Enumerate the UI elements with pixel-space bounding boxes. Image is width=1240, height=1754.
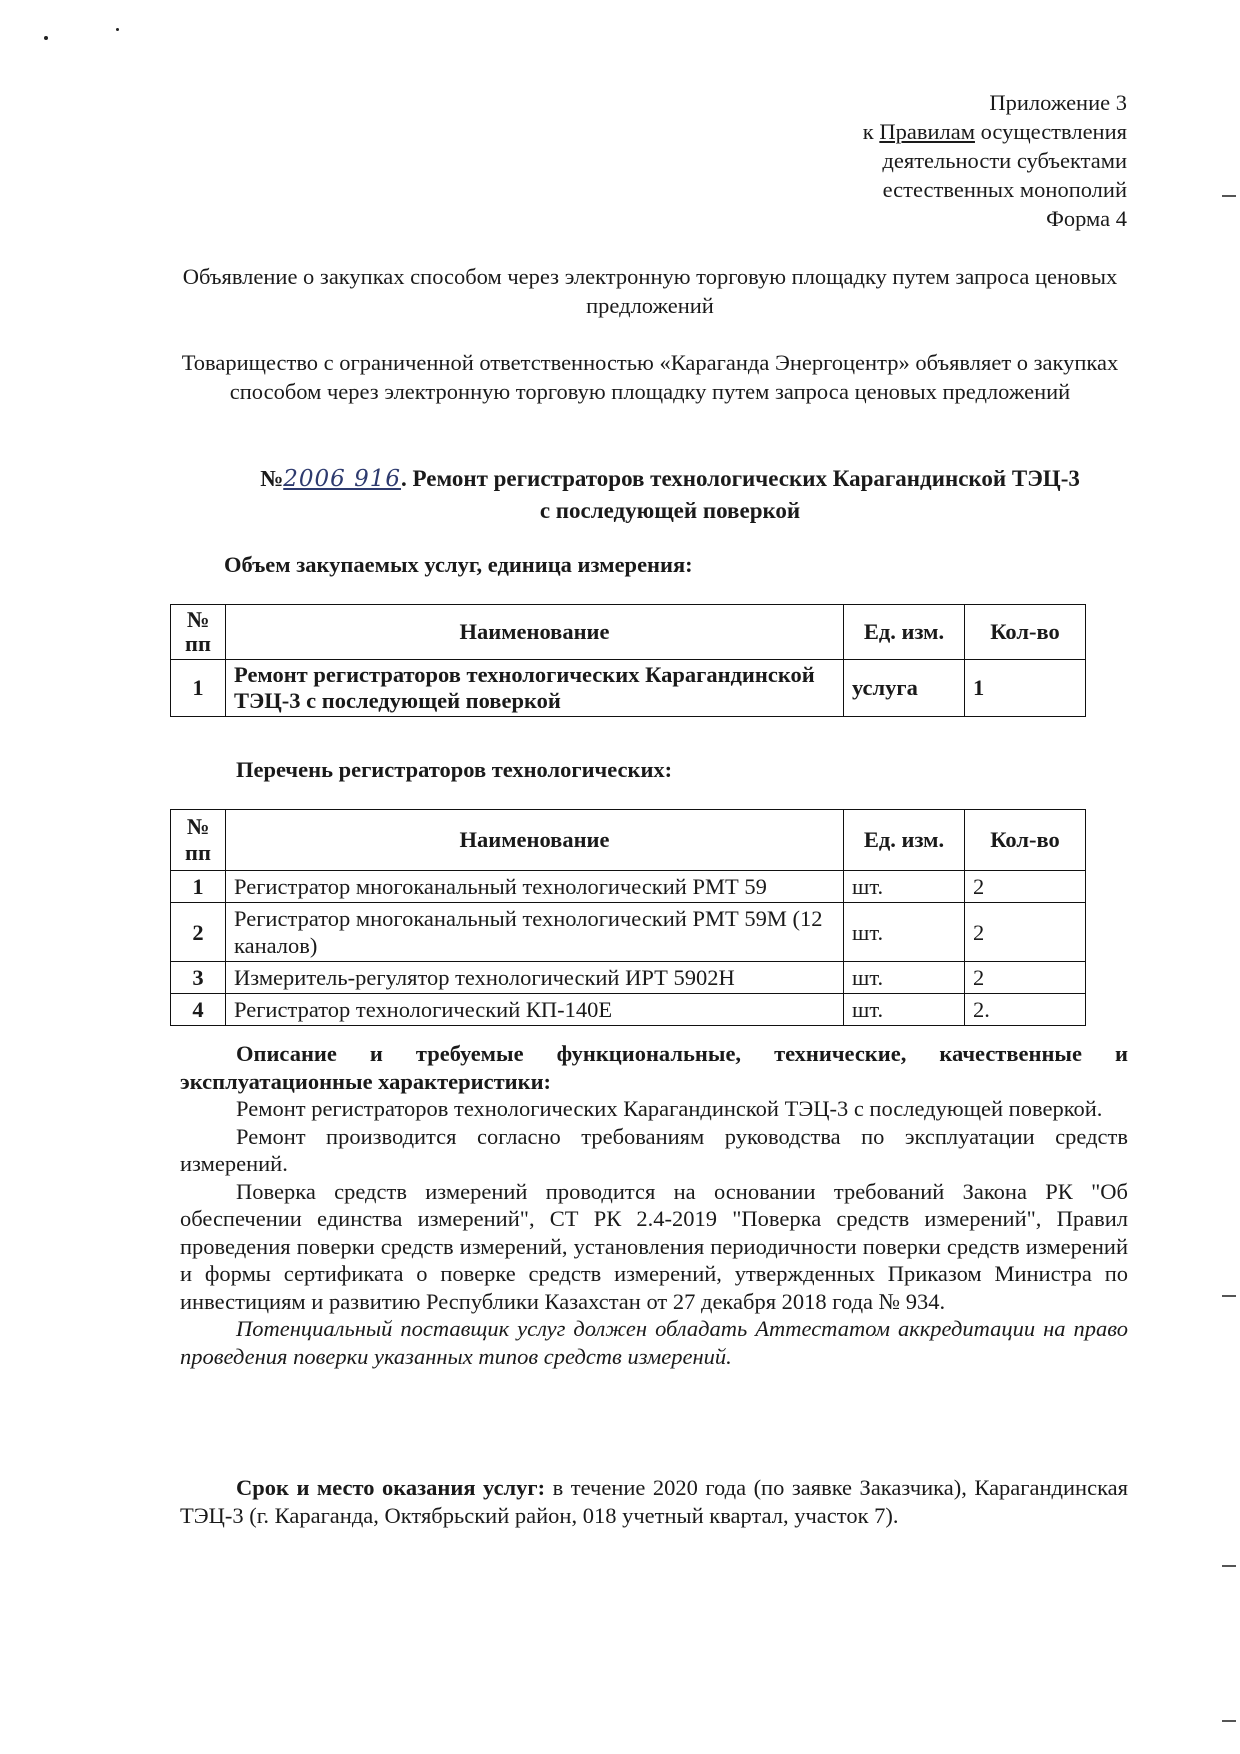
- appendix-rules-line: [863, 117, 1127, 146]
- table-row: [171, 660, 1086, 717]
- cell-name: Регистратор многоканальный технологический РМТ 59М (12 каналов): [226, 903, 844, 962]
- cell-name: Регистратор технологический КП-140Е: [226, 994, 844, 1026]
- lot-title-text: . Ремонт регистраторов технологических Карагандинской ТЭЦ-3: [401, 466, 1080, 491]
- cell-qty: 2: [965, 962, 1086, 994]
- scan-speck: [116, 28, 119, 31]
- list-heading: Перечень регистраторов технологических:: [236, 757, 673, 782]
- header-qty: Кол-во: [965, 810, 1086, 871]
- appendix-suffix: осуществления: [974, 119, 1127, 144]
- cell-num: 4: [171, 994, 226, 1026]
- cell-num: 1: [171, 660, 226, 717]
- cell-unit: шт.: [844, 962, 965, 994]
- lot-number-handwritten: 2006 916: [283, 466, 401, 492]
- cell-unit: шт.: [844, 871, 965, 903]
- cell-qty: 2: [965, 903, 1086, 962]
- supplier-requirement: Потенциальный поставщик услуг должен обладать Аттестатом аккредитации на право проведения поверки указанных типов средств измерений.: [180, 1316, 1128, 1369]
- appendix-line: деятельности субъектами: [882, 148, 1127, 173]
- cell-unit: шт.: [844, 994, 965, 1026]
- lot-title: [220, 463, 1120, 527]
- form-number: Форма 4: [1046, 206, 1127, 231]
- table-row: [171, 962, 1086, 994]
- header-unit: Ед. изм.: [844, 810, 965, 871]
- appendix-prefix: к: [862, 119, 880, 144]
- scan-edge-mark: [1222, 1295, 1236, 1297]
- table-row: [171, 903, 1086, 962]
- scan-edge-mark: [1222, 1565, 1236, 1567]
- header-qty: Кол-во: [965, 605, 1086, 660]
- header-unit: Ед. изм.: [844, 605, 965, 660]
- term-text: в течение 2020 года (по заявке Заказчика), Карагандинская ТЭЦ-3 (г. Караганда, Октябрьский район, 018 учетный квартал, участок 7).: [180, 1475, 1128, 1528]
- header-num: № пп: [171, 810, 226, 871]
- description-paragraph: Поверка средств измерений проводится на основании требований Закона РК "Об обеспечении единства измерений", СТ РК 2.4-2019 "Поверка средств измерений", Правил проведения поверки средств измерений, установления периодичности поверки средств измерений и формы сертификата о поверке средств измерений, утвержденных Приказом Министра по инвестициям и развитию Республики Казахстан от 27 декабря 2018 года № 934.: [180, 1178, 1128, 1314]
- appendix-title: Приложение 3: [989, 90, 1127, 115]
- table-row: [171, 994, 1086, 1026]
- cell-num: 2: [171, 903, 226, 962]
- rules-link[interactable]: Правилам: [879, 119, 975, 144]
- header-name: Наименование: [226, 605, 844, 660]
- volume-heading: Объем закупаемых услуг, единица измерения:: [224, 552, 693, 577]
- scan-edge-mark: [1222, 195, 1236, 197]
- lot-title-line1: [220, 463, 1120, 495]
- announcement-title: Объявление о закупках способом через электронную торговую площадку путем запроса ценовых предложений: [182, 264, 1118, 318]
- lot-title-line2: с последующей поверкой: [539, 498, 801, 523]
- cell-name: Ремонт регистраторов технологических Карагандинской ТЭЦ-3 с последующей поверкой: [226, 660, 844, 717]
- description-section: [180, 1040, 1128, 1370]
- appendix-block: [863, 88, 1127, 233]
- description-heading: Описание и требуемые функциональные, технические, качественные и эксплуатационные характеристики:: [180, 1041, 1128, 1094]
- table-header-row: [171, 810, 1086, 871]
- registrators-table: [170, 809, 1086, 1026]
- organization-statement: Товарищество с ограниченной ответственностью «Караганда Энергоцентр» объявляет о закупках способом через электронную торговую площадку путем запроса ценовых предложений: [181, 350, 1119, 404]
- scan-edge-mark: [1222, 1720, 1236, 1722]
- table-row: [171, 871, 1086, 903]
- term-label: Срок и место оказания услуг:: [236, 1475, 546, 1500]
- cell-unit: услуга: [844, 660, 965, 717]
- lot-number-sign: №: [260, 466, 284, 491]
- appendix-line: естественных монополий: [882, 177, 1127, 202]
- term-section: [180, 1474, 1128, 1529]
- cell-name: Измеритель-регулятор технологический ИРТ 5902Н: [226, 962, 844, 994]
- description-paragraph: Ремонт производится согласно требованиям руководства по эксплуатации средств измерений.: [180, 1123, 1128, 1176]
- cell-unit: шт.: [844, 903, 965, 962]
- cell-name: Регистратор многоканальный технологический РМТ 59: [226, 871, 844, 903]
- table-header-row: [171, 605, 1086, 660]
- cell-qty: 2: [965, 871, 1086, 903]
- cell-qty: 2.: [965, 994, 1086, 1026]
- cell-num: 3: [171, 962, 226, 994]
- cell-num: 1: [171, 871, 226, 903]
- cell-qty: 1: [965, 660, 1086, 717]
- header-name: Наименование: [226, 810, 844, 871]
- description-paragraph: Ремонт регистраторов технологических Карагандинской ТЭЦ-3 с последующей поверкой.: [236, 1096, 1103, 1121]
- scan-speck: [44, 36, 48, 40]
- header-num: № пп: [171, 605, 226, 660]
- volume-table: [170, 604, 1086, 717]
- term-paragraph: [180, 1474, 1128, 1529]
